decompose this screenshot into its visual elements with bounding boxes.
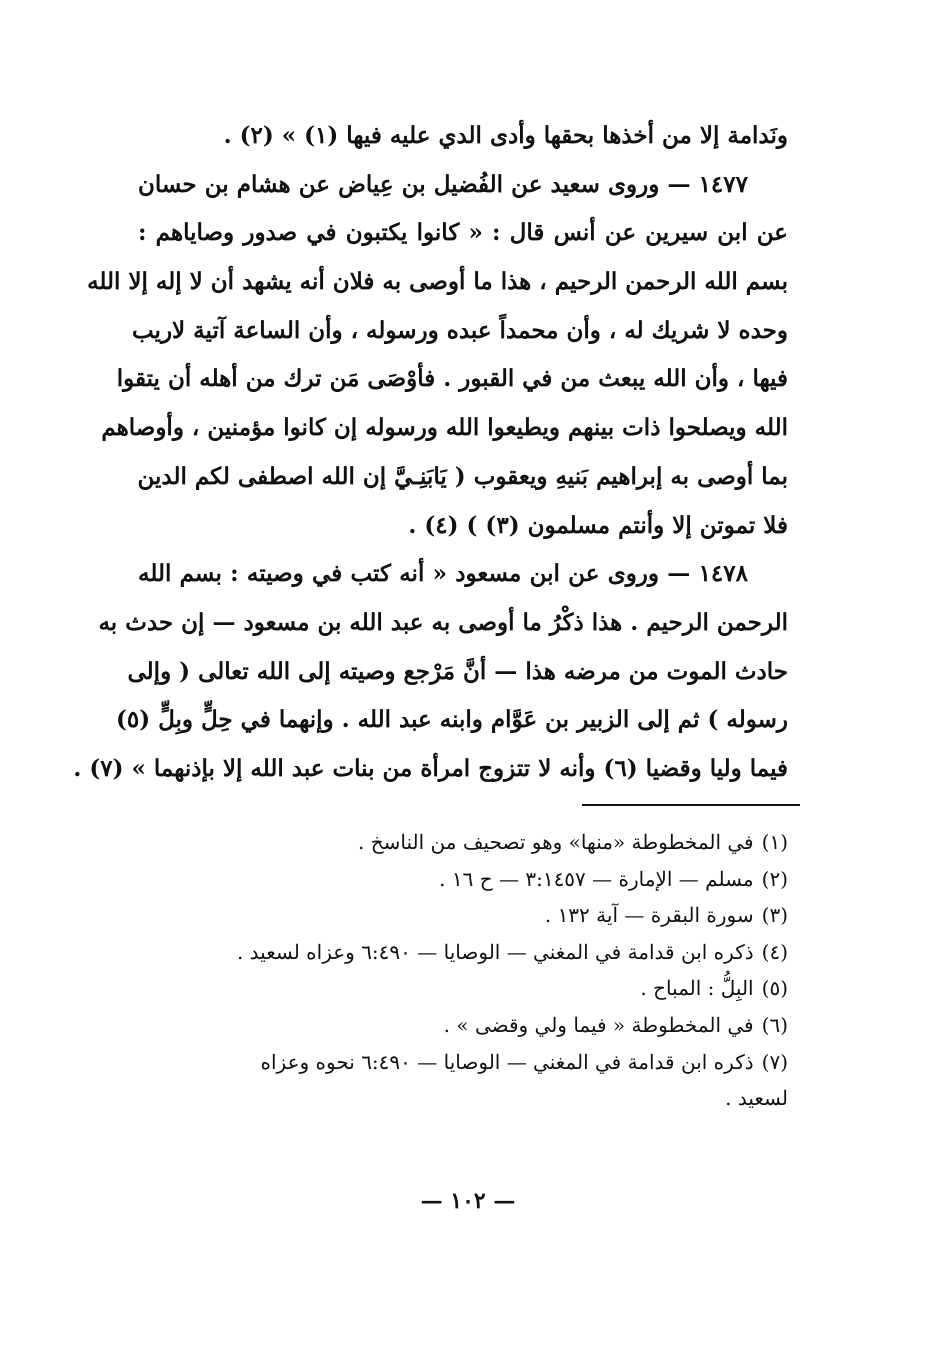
text-line: الرحمن الرحيم . هذا ذكْرُ ما أوصى به عبد الله بن مسعود — إن حدث به: [98, 608, 788, 636]
footnote-number: (٣): [761, 903, 788, 928]
footnote-7-continuation: لسعيد .: [725, 1086, 788, 1111]
page-number: — ١٠٢ —: [420, 1188, 516, 1214]
text-line: وحده لا شريك له ، وأن محمداً عبده ورسوله ، وأن الساعة آتية لاريب: [131, 316, 788, 344]
text-line: ١٤٧٨ — وروى عن ابن مسعود « أنه كتب في وصيته : بسم الله: [138, 560, 748, 588]
footnote-text: ذكره ابن قدامة في المغني — الوصايا — ٦:٤٩٠ وعزاه لسعيد .: [236, 939, 754, 964]
footnote-divider: [582, 804, 800, 806]
footnote-6: [138, 1007, 788, 1044]
footnote-2: [138, 861, 788, 898]
footnote-1: [138, 824, 788, 861]
text-line: فيما وليا وقضيا (٦) وأنه لا تتزوج امرأة من بنات عبد الله إلا بإذنهما » (٧) .: [73, 754, 788, 782]
paragraph-1477: [87, 161, 788, 551]
footnote-text: البِلُّ : المباح .: [640, 976, 754, 1001]
footnote-text: ذكره ابن قدامة في المغني — الوصايا — ٦:٤٩٠ نحوه وعزاه: [260, 1049, 754, 1074]
footnote-4: [138, 934, 788, 971]
text-line: عن ابن سيرين عن أنس قال : « كانوا يكتبون في صدور وصاياهم :: [138, 219, 788, 247]
text-line: بما أوصى به إبراهيم بَنيهِ ويعقوب ( يَابَنِـيَّ إن الله اصطفى لكم الدين: [137, 462, 788, 490]
main-text-body: [73, 112, 788, 794]
text-line: فيها ، وأن الله يبعث من في القبور . فأوْصَى مَن ترك من أهله أن يتقوا: [116, 365, 788, 393]
footnote-text: في المخطوطة «منها» وهو تصحيف من الناسخ .: [358, 830, 754, 854]
footnotes-section: [138, 824, 788, 1117]
text-line: فلا تموتن إلا وأنتم مسلمون (٣) ) (٤) .: [408, 511, 788, 539]
paragraph-continuation: [138, 112, 788, 161]
footnote-number: (٥): [761, 976, 788, 1001]
text-line: حادث الموت من مرضه هذا — أنَّ مَرْجع وصيته إلى الله تعالى ( وإلى: [127, 657, 788, 685]
footnote-number: (١): [761, 830, 788, 854]
footnote-number: (٦): [761, 1012, 788, 1037]
text-line: ونَدامة إلا من أخذها بحقها وأدى الدي عليه فيها (١) » (٢) .: [223, 122, 788, 149]
footnote-5: [138, 970, 788, 1007]
footnote-number: (٤): [761, 939, 788, 964]
text-line: رسوله ) ثم إلى الزبير بن عَوَّام وابنه عبد الله . وإنهما في حِلٍّ وبِلٍّ (٥): [115, 706, 788, 734]
paragraph-1478: [73, 550, 788, 793]
footnote-text: سورة البقرة — آية ١٣٢ .: [544, 903, 754, 928]
footnote-text: في المخطوطة « فيما ولي وقضى » .: [443, 1012, 754, 1037]
text-line: الله ويصلحوا ذات بينهم ويطيعوا الله ورسوله إن كانوا مؤمنين ، وأوصاهم: [101, 414, 788, 442]
footnote-number: (٧): [761, 1049, 788, 1074]
text-line: بسم الله الرحمن الرحيم ، هذا ما أوصى به فلان أنه يشهد أن لا إله إلا الله: [87, 268, 788, 296]
footnote-number: (٢): [761, 866, 788, 891]
footnote-7: [138, 1044, 788, 1081]
footnote-3: [138, 897, 788, 934]
footnote-text: مسلم — الإمارة — ٣:١٤٥٧ — ح ١٦ .: [439, 866, 754, 891]
text-line: ١٤٧٧ — وروى سعيد عن الفُضيل بن عِياض عن هشام بن حسان: [138, 170, 748, 198]
